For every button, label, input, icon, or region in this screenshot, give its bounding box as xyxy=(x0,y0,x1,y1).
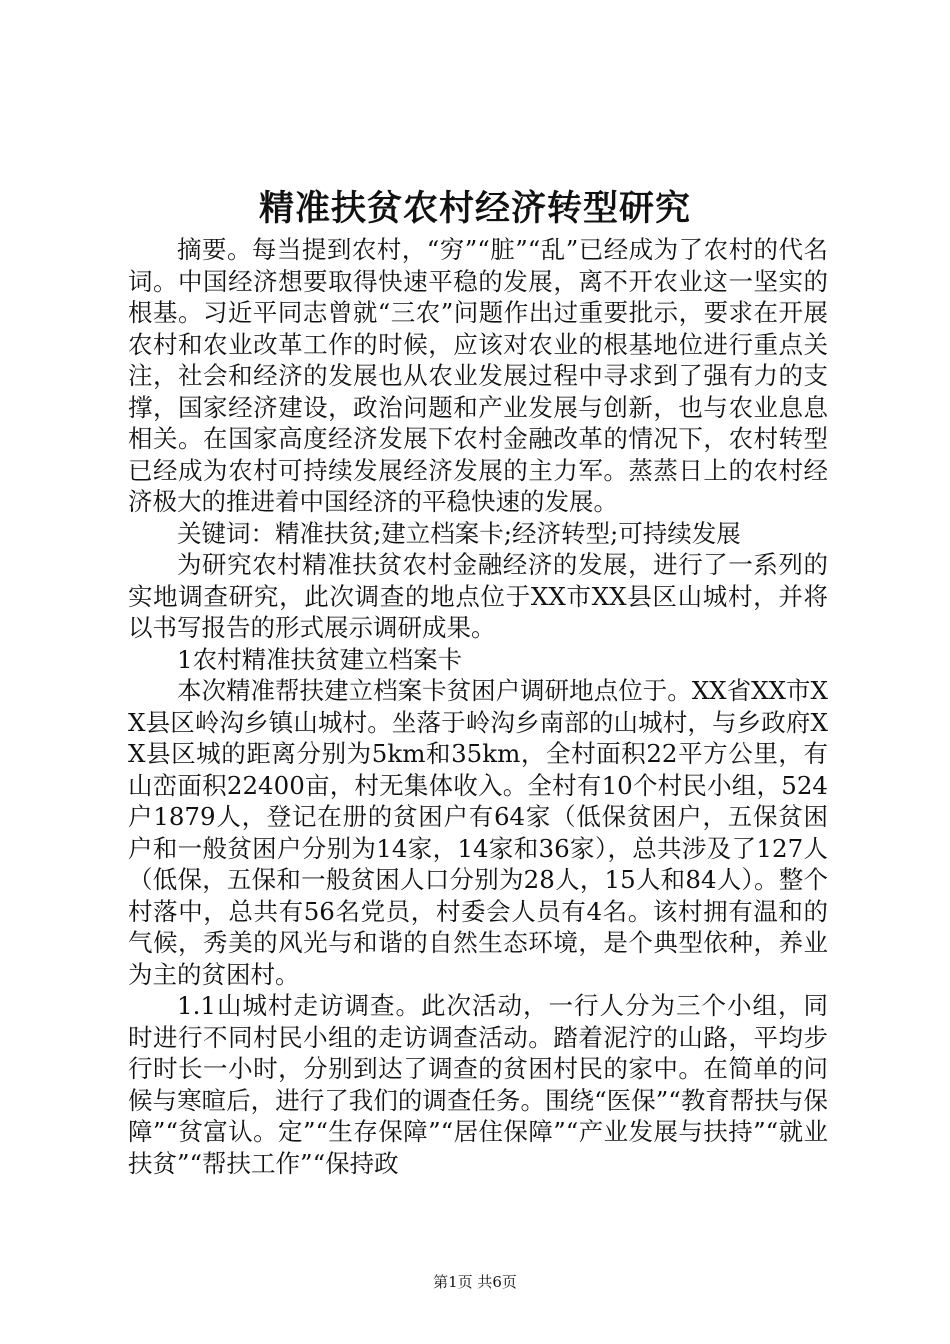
document-body xyxy=(128,234,828,1179)
keywords-paragraph: 关键词：精准扶贫;建立档案卡;经济转型;可持续发展 xyxy=(177,518,741,548)
section-1-paragraph: 本次精准帮扶建立档案卡贫困户调研地点位于。XX省XX市XX县区岭沟乡镇山城村。坐落于岭沟乡南部的山城村，与乡政府XX县区城的距离分别为5km和35km，全村面积22平方公里，有山峦面积22400亩，村无集体收入。全村有10个村民小组，524户1879人，登记在册的贫困户有64家（低保贫困户，五保贫困户和一般贫困户分别为14家，14家和36家），总共涉及了127人（低保，五保和一般贫困人口分别为28人，15人和84人）。整个村落中，总共有56名党员，村委会人员有4名。该村拥有温和的气候，秀美的风光与和谐的自然生态环境，是个典型依种，养业为主的贫困村。 xyxy=(128,676,828,989)
section-heading-1: 1农村精准扶贫建立档案卡 xyxy=(177,644,463,674)
document-title: 精准扶贫农村经济转型研究 xyxy=(258,188,691,229)
page-footer: 第1页 共6页 xyxy=(433,1273,517,1291)
intro-paragraph: 为研究农村精准扶贫农村金融经济的发展，进行了一系列的实地调查研究，此次调查的地点位于XX市XX县区山城村，并将以书写报告的形式展示调研成果。 xyxy=(128,550,828,642)
abstract-paragraph: 摘要。每当提到农村，“穷”“脏”“乱”已经成为了农村的代名词。中国经济想要取得快速平稳的发展，离不开农业这一坚实的根基。习近平同志曾就“三农”问题作出过重要批示，要求在开展农村和农业改革工作的时候，应该对农业的根基地位进行重点关注，社会和经济的发展也从农业发展过程中寻求到了强有力的支撑，国家经济建设，政治问题和产业发展与创新，也与农业息息相关。在国家高度经济发展下农村金融改革的情况下，农村转型已经成为农村可持续发展经济发展的主力军。蒸蒸日上的农村经济极大的推进着中国经济的平稳快速的发展。 xyxy=(128,235,828,516)
section-1-1-paragraph: 1.1山城村走访调查。此次活动，一行人分为三个小组，同时进行不同村民小组的走访调查活动。踏着泥泞的山路，平均步行时长一小时，分别到达了调查的贫困村民的家中。在简单的问候与寒暄后，进行了我们的调查任务。围绕“医保”“教育帮扶与保障”“贫富认。定”“生存保障”“居住保障”“产业发展与扶持”“就业扶贫”“帮扶工作”“保持政 xyxy=(128,991,828,1178)
